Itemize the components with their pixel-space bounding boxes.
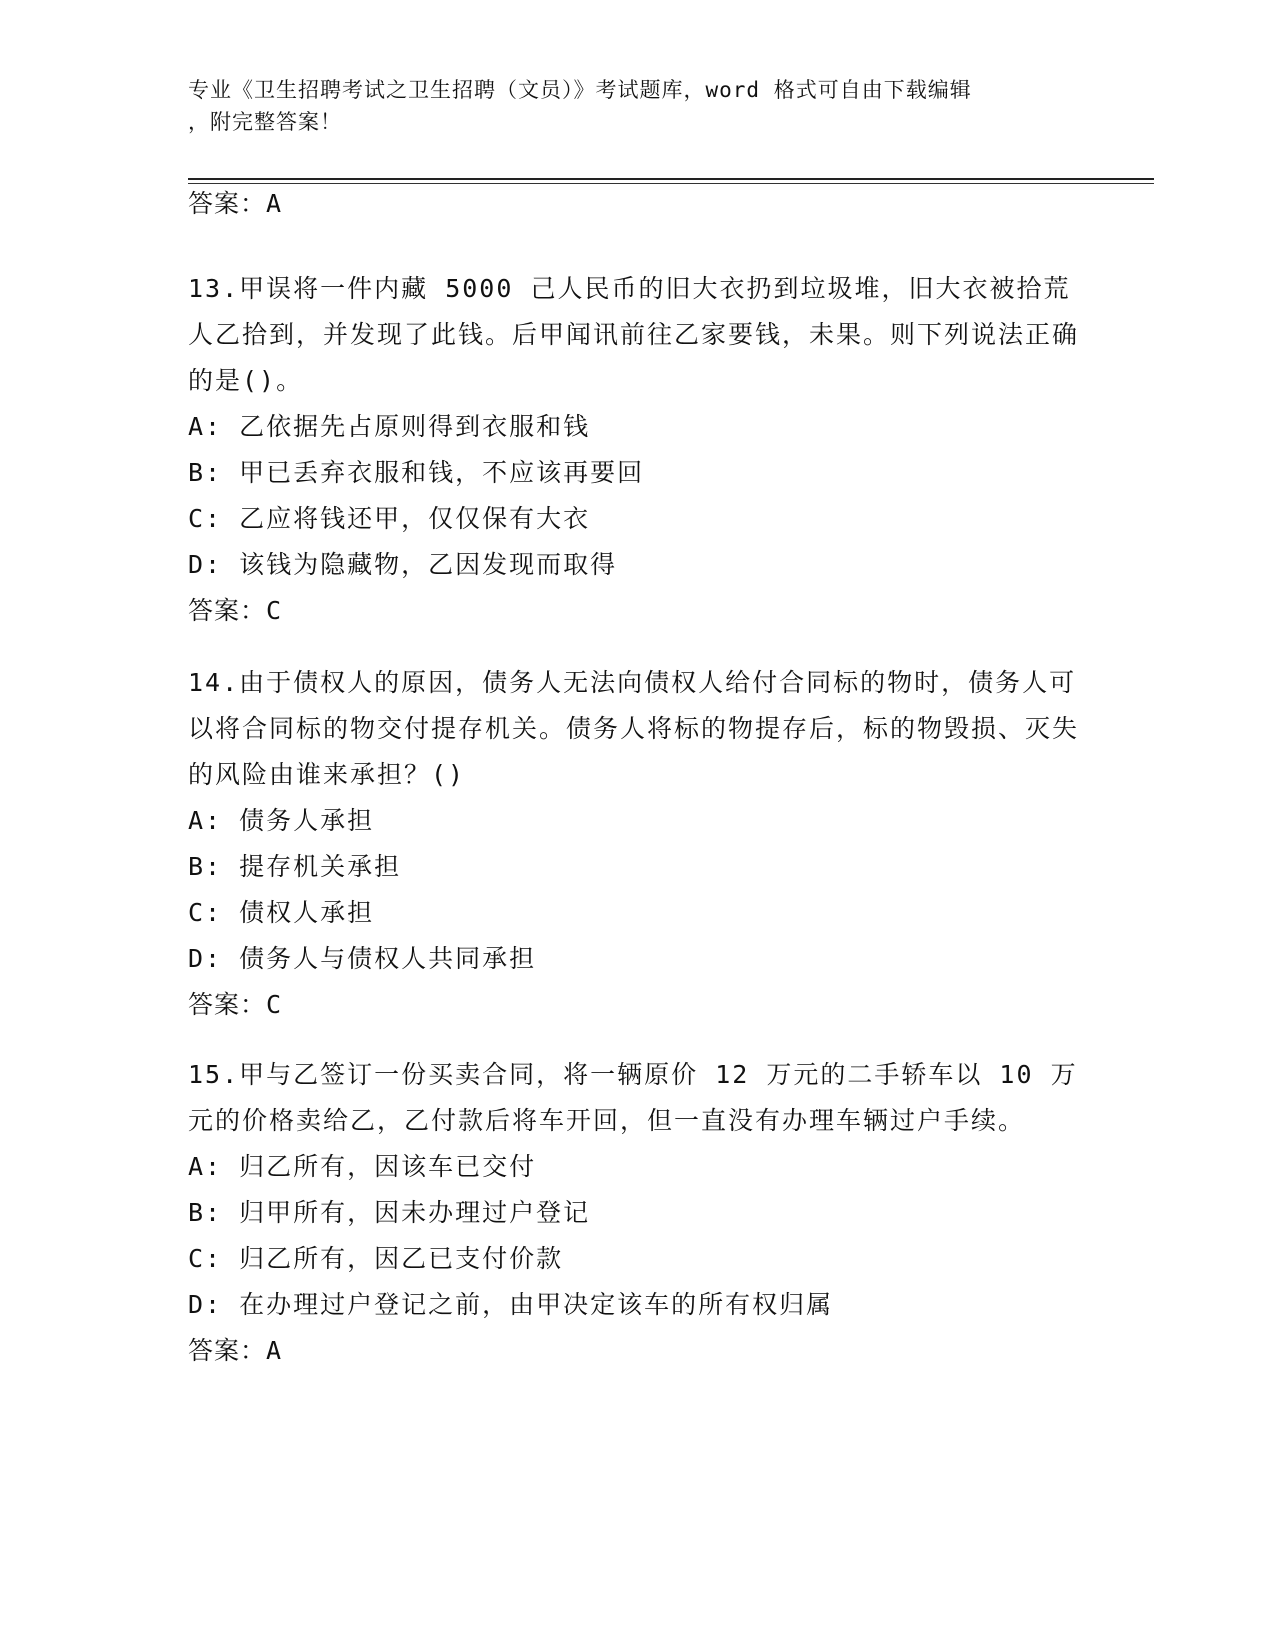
option-c: C: 乙应将钱还甲，仅仅保有大衣: [188, 504, 591, 533]
question-text: 14.由于债权人的原因，债务人无法向债权人给付合同标的物时，债务人可以将合同标的物交付提存机关。债务人将标的物提存后，标的物毁损、灭失的风险由谁来承担？(): [188, 668, 1080, 789]
answer: 答案：C: [188, 596, 283, 625]
question-15: [188, 1052, 1088, 1374]
previous-answer: 答案：A: [188, 189, 283, 218]
option-b: B: 归甲所有，因未办理过户登记: [188, 1198, 591, 1227]
option-a: A: 乙依据先占原则得到衣服和钱: [188, 412, 591, 441]
option-a: A: 债务人承担: [188, 806, 375, 835]
option-d: D: 债务人与债权人共同承担: [188, 944, 537, 973]
question-text: 15.甲与乙签订一份买卖合同，将一辆原价 12 万元的二手轿车以 10 万元的价格卖给乙，乙付款后将车开回，但一直没有办理车辆过户手续。: [188, 1060, 1078, 1135]
header-divider-thin: [188, 183, 1154, 184]
question-text: 13.甲误将一件内藏 5000 己人民币的旧大衣扔到垃圾堆，旧大衣被拾荒人乙拾到，并发现了此钱。后甲闻讯前往乙家要钱，未果。则下列说法正确的是()。: [188, 274, 1080, 395]
document-header: 专业《卫生招聘考试之卫生招聘（文员）》考试题库，word 格式可自由下载编辑 ，附完整答案！: [188, 78, 972, 134]
option-a: A: 归乙所有，因该车已交付: [188, 1152, 537, 1181]
answer: 答案：A: [188, 1336, 283, 1365]
question-14: [188, 660, 1088, 1028]
answer: 答案：C: [188, 990, 283, 1019]
option-b: B: 提存机关承担: [188, 852, 402, 881]
option-b: B: 甲已丢弃衣服和钱，不应该再要回: [188, 458, 645, 487]
question-13: [188, 266, 1088, 634]
option-c: C: 归乙所有，因乙已支付价款: [188, 1244, 564, 1273]
option-c: C: 债权人承担: [188, 898, 375, 927]
header-divider: [188, 178, 1154, 180]
option-d: D: 在办理过户登记之前，由甲决定该车的所有权归属: [188, 1290, 834, 1319]
option-d: D: 该钱为隐藏物，乙因发现而取得: [188, 550, 618, 579]
